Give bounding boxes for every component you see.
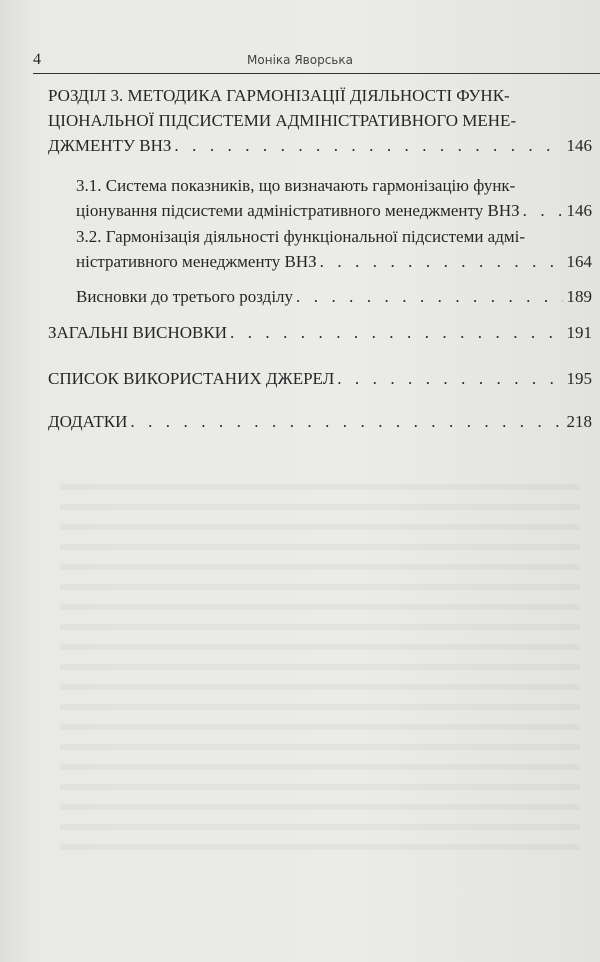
toc-text: СПИСОК ВИКОРИСТАНИХ ДЖЕРЕЛ (48, 369, 335, 388)
toc-text: ДОДАТКИ (48, 412, 128, 431)
toc-section-3-1-line2 (76, 200, 592, 222)
header-rule (33, 73, 600, 74)
toc-general-conclusions (48, 322, 592, 344)
toc-text: 3.2. Гармонізація діяльності функціональної підсистеми адмі- (76, 227, 526, 246)
toc-text: ЗАГАЛЬНІ ВИСНОВКИ (48, 323, 227, 342)
toc-text: ЦІОНАЛЬНОЇ ПІДСИСТЕМИ АДМІНІСТРАТИВНОГО МЕНЕ- (48, 111, 517, 130)
toc-text: Висновки до третього розділу (76, 287, 294, 306)
leader-dots (130, 411, 562, 433)
toc-text: ністративного менеджменту ВНЗ (76, 252, 317, 271)
toc-section-3-2-line2 (76, 251, 592, 273)
toc-page-number: 189 (566, 287, 592, 306)
toc-appendices (48, 411, 592, 433)
toc-chapter3-line2 (48, 110, 592, 132)
leader-dots (523, 200, 563, 222)
toc-chapter3-line1 (48, 85, 592, 107)
toc-page-number: 146 (566, 136, 592, 155)
toc-text: РОЗДІЛ 3. МЕТОДИКА ГАРМОНІЗАЦІЇ ДІЯЛЬНОСТІ ФУНК- (48, 86, 510, 105)
leader-dots (296, 286, 562, 308)
running-header-author: Моніка Яворська (247, 53, 353, 67)
leader-dots (320, 251, 563, 273)
leader-dots (230, 322, 563, 344)
page-number: 4 (33, 51, 41, 68)
toc-text: ціонування підсистеми адміністративного менеджменту ВНЗ (76, 201, 520, 220)
toc-chapter3-conclusions (76, 286, 592, 308)
toc-page-number: 218 (566, 412, 592, 431)
toc-page-number: 146 (566, 201, 592, 220)
toc-text: ДЖМЕНТУ ВНЗ (48, 136, 172, 155)
toc-page-number: 191 (566, 323, 592, 342)
bleed-through-text (60, 470, 580, 850)
toc-references (48, 368, 592, 390)
toc-section-3-2-line1 (76, 226, 592, 248)
toc-section-3-1-line1 (76, 175, 592, 197)
leader-dots (174, 135, 562, 157)
toc-chapter3-line3 (48, 135, 592, 157)
toc-page-number: 164 (566, 252, 592, 271)
toc-text: 3.1. Система показників, що визначають гармонізацію функ- (76, 176, 516, 195)
toc-page-number: 195 (566, 369, 592, 388)
leader-dots (337, 368, 562, 390)
